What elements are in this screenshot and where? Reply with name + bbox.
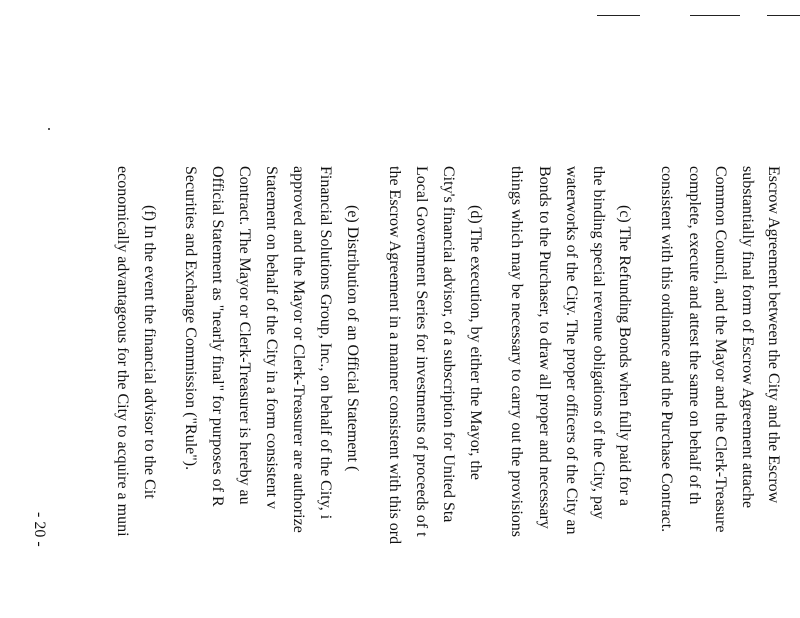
text-line: Statement on behalf of the City in a form consistent v <box>263 166 280 510</box>
text-line: (d) The execution, by either the Mayor, the <box>467 205 484 480</box>
top-rule-2 <box>690 15 740 16</box>
text-line: the binding special revenue obligations of the City, pay <box>590 166 607 520</box>
text-line: Escrow Agreement between the City and the Escrow <box>765 166 782 504</box>
text-line: approved and the Mayor or Clerk-Treasurer are authorize <box>290 166 307 533</box>
text-line: Official Statement as "nearly final" for purposes of R <box>209 166 226 507</box>
text-line: (e) Distribution of an Official Statement ( <box>344 205 361 472</box>
top-rule-1 <box>597 15 640 16</box>
text-line: (f) In the event the financial advisor to the Cit <box>141 205 158 499</box>
text-line: City's financial advisor, of a subscription for United Sta <box>440 166 457 523</box>
text-line: consistent with this ordinance and the Purchase Contract. <box>658 166 675 533</box>
text-line: Contract. The Mayor or Clerk-Treasurer is hereby au <box>236 166 253 505</box>
text-line: substantially final form of Escrow Agreement attache <box>739 166 756 509</box>
text-line: Bonds to the Purchaser, to draw all proper and necessary <box>536 166 553 529</box>
text-line: (c) The Refunding Bonds when fully paid for a <box>616 205 633 506</box>
text-line: Common Council, and the Mayor and the Clerk-Treasure <box>712 166 729 533</box>
text-line: Financial Solutions Group, Inc., on behalf of the City, i <box>317 166 334 520</box>
text-line: complete, execute and attest the same on behalf of th <box>686 166 703 505</box>
page-number: - 20 - <box>31 512 48 547</box>
top-rule-3 <box>767 15 800 16</box>
text-line: the Escrow Agreement in a manner consistent with this ord <box>386 166 403 545</box>
text-line: things which may be necessary to carry out the provisions <box>508 166 525 538</box>
text-line: Securities and Exchange Commission ("Rule"). <box>182 166 199 471</box>
text-line: Local Government Series for investments of proceeds of t <box>413 166 430 537</box>
text-line: economically advantageous for the City to acquire a muni <box>114 166 131 537</box>
margin-mark <box>48 128 50 130</box>
text-line: waterworks of the City. The proper officers of the City an <box>563 166 580 535</box>
